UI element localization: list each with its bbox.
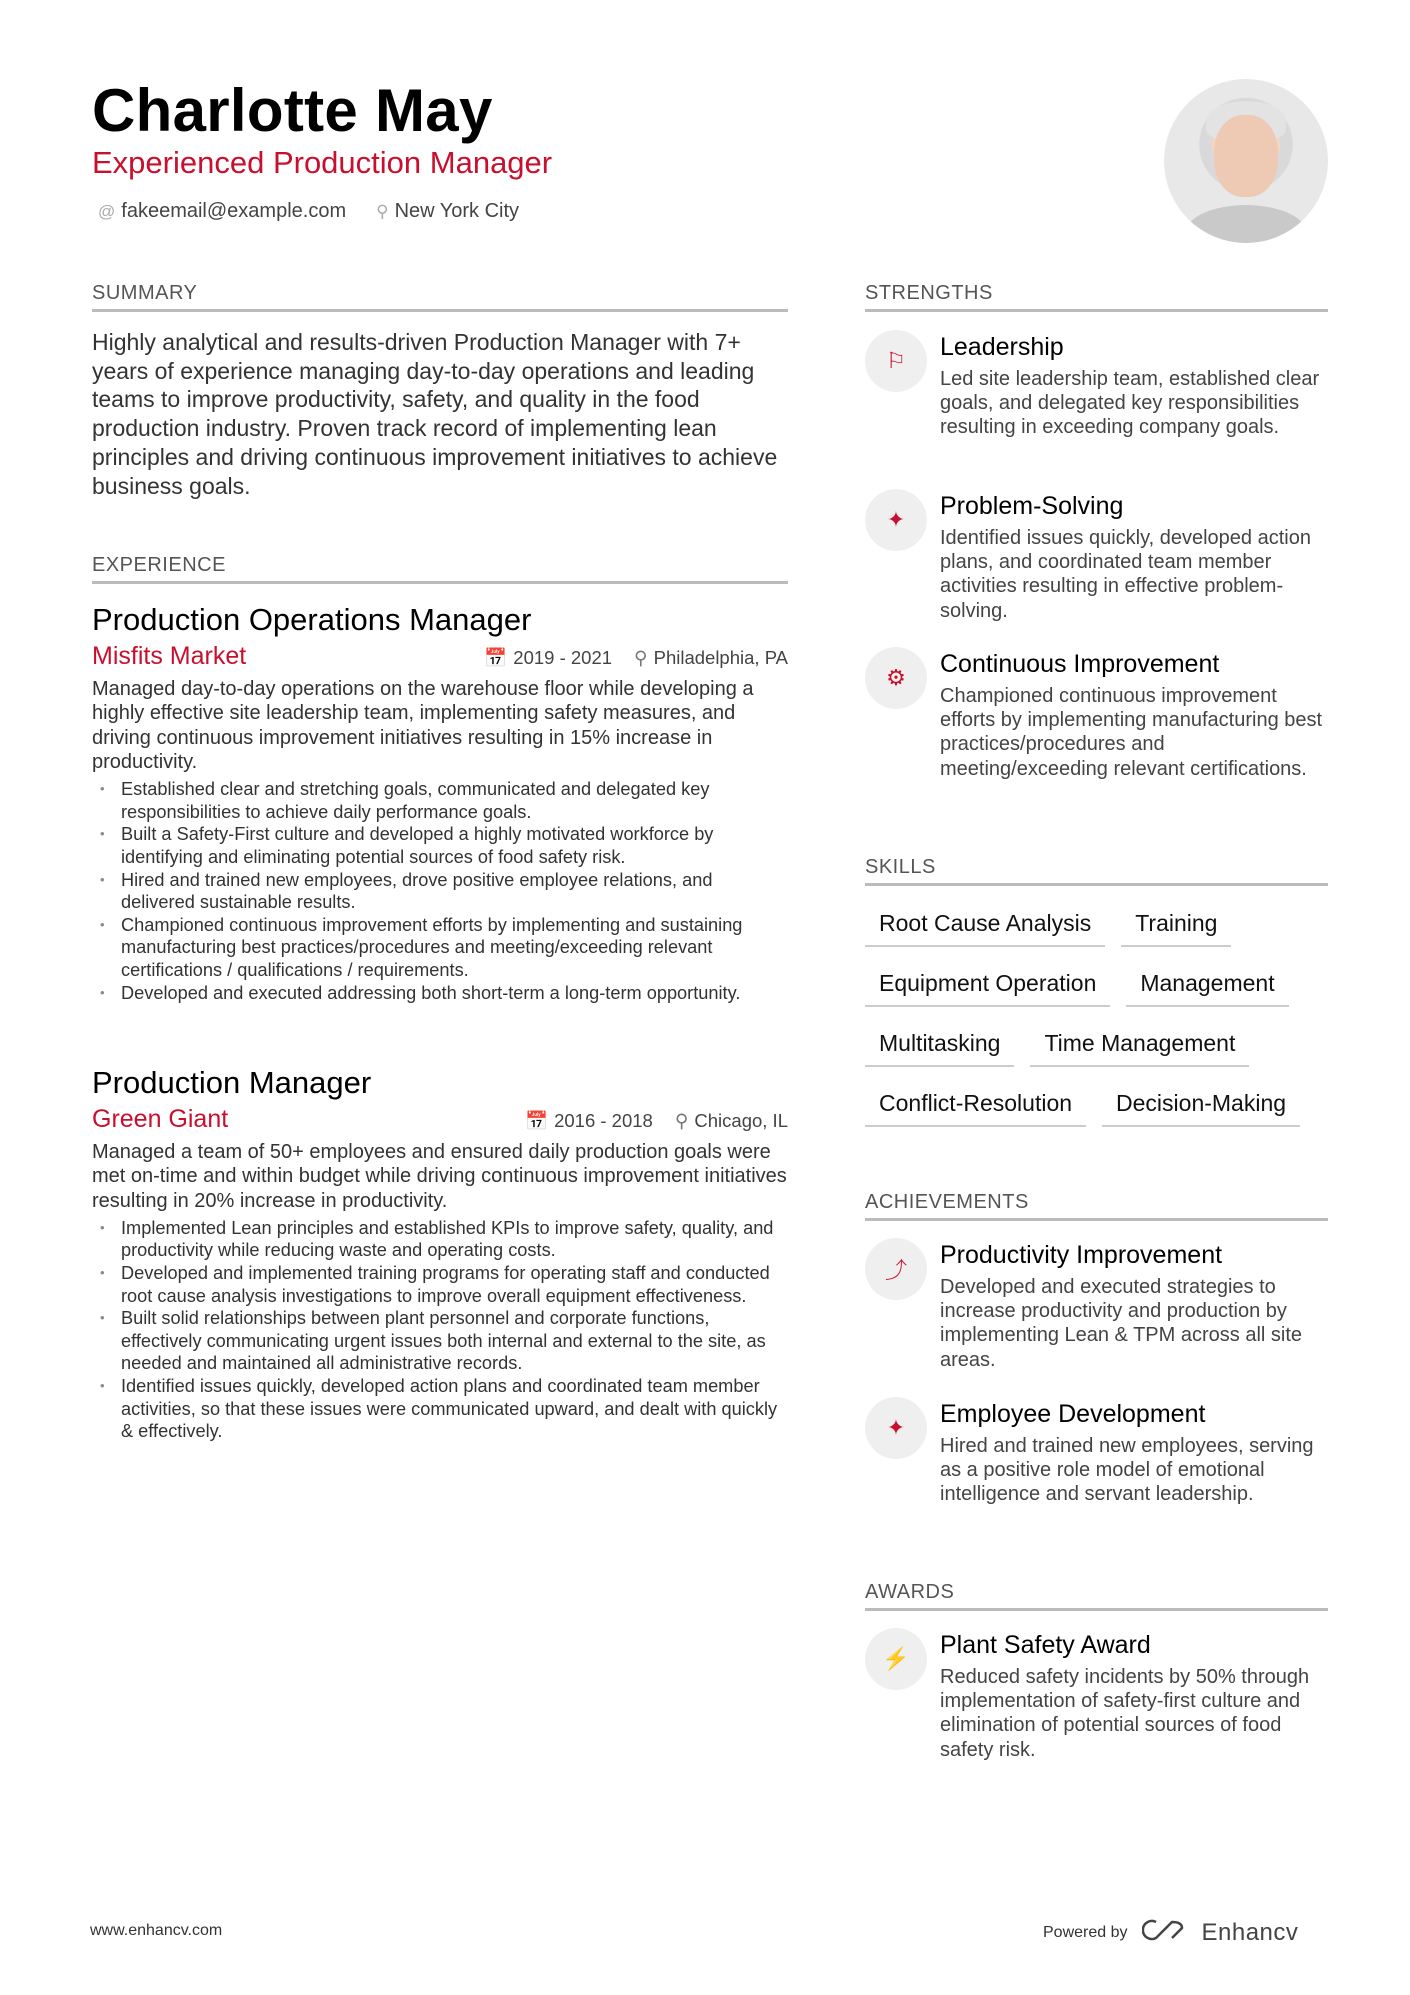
achievements-section [865,1191,1328,1221]
profile-photo [1164,79,1328,243]
strength-item [865,333,1328,440]
summary-section [92,282,788,500]
job-location: Chicago, IL [694,1110,788,1131]
skills-section [865,856,1328,1127]
skill-tag: Root Cause Analysis [865,910,1105,947]
skill-tag: Multitasking [865,1030,1014,1067]
job-bullets [92,778,788,1004]
bullet: • Developed and implemented training programs for operating staff and conducted root cause analysis investigations to improve overall equipment effectiveness. [92,1262,788,1307]
powered-by [1043,1918,1298,1947]
experience-heading: EXPERIENCE [92,554,788,584]
bullet: • Established clear and stretching goals, communicated and delegated key responsibilities to achieve daily performance goals. [92,778,788,823]
achievements-heading: ACHIEVEMENTS [865,1191,1328,1221]
award-item [865,1631,1328,1762]
bullet: • Developed and executed addressing both short-term a long-term opportunity. [92,982,788,1005]
powered-by-label: Powered by [1043,1923,1128,1941]
award-title: Plant Safety Award [940,1631,1151,1659]
bullet: • Implemented Lean principles and established KPIs to improve safety, quality, and productivity while reducing waste and operating costs. [92,1217,788,1262]
magic-wand-icon: ✦ [865,489,927,551]
awards-section [865,1581,1328,1611]
job-entry [92,602,788,1004]
location-pin-icon: ⚲ [634,647,648,668]
magic-wand-icon: ✦ [865,1397,927,1459]
bullet: • Built solid relationships between plant personnel and corporate functions, effectively communicating urgent issues both internal and external to the site, as needed and maintained all administrative records. [92,1307,788,1375]
contact-info [98,200,519,223]
candidate-title: Experienced Production Manager [92,145,553,180]
location-pin-icon: ⚲ [674,1110,689,1131]
company-name: Misfits Market [92,642,247,670]
calendar-icon: 📅 [525,1110,549,1131]
achievement-title: Productivity Improvement [940,1241,1223,1269]
calendar-icon: 📅 [484,647,508,668]
achievement-text: Hired and trained new employees, serving as a positive role model of emotional intelligence and servant leadership. [940,1435,1314,1506]
flag-icon: ⚐ [865,330,927,392]
skill-tag: Time Management [1030,1030,1249,1067]
job-dates: 2016 - 2018 [554,1110,653,1131]
skills-heading: SKILLS [865,856,1328,886]
skill-tag: Management [1126,970,1288,1007]
footer-website[interactable]: www.enhancv.com [90,1922,223,1939]
location: New York City [394,200,520,222]
company-name: Green Giant [92,1105,229,1133]
strength-item [865,492,1328,623]
strength-title: Problem-Solving [940,492,1124,520]
email[interactable]: fakeemail@example.com [121,200,347,222]
job-description: Managed a team of 50+ employees and ensured daily production goals were met on-time and within budget while driving continuous improvement initiatives resulting in 20% increase in productivity. [92,1141,787,1212]
achievement-item [865,1241,1328,1372]
enhancv-logo-icon [1142,1918,1188,1947]
strength-item [865,650,1328,781]
bullet: • Built a Safety-First culture and developed a highly motivated workforce by identifying and eliminating potential sources of food safety risk. [92,823,788,868]
job-location: Philadelphia, PA [653,647,788,668]
strength-text: Championed continuous improvement efforts by implementing manufacturing best practices/procedures and meeting/exceeding relevant certifications. [940,685,1323,780]
summary-heading: SUMMARY [92,282,788,312]
awards-heading: AWARDS [865,1581,1328,1611]
skill-tag: Decision-Making [1102,1090,1300,1127]
job-dates: 2019 - 2021 [513,647,613,668]
strength-title: Continuous Improvement [940,650,1220,678]
head-gear-icon: ⚙ [865,647,927,709]
strength-text: Led site leadership team, established clear goals, and delegated key responsibilities resulting in exceeding company goals. [940,368,1320,439]
job-title: Production Operations Manager [92,602,532,637]
strength-title: Leadership [940,333,1064,361]
bullet: • Identified issues quickly, developed action plans and coordinated team member activities, so that these issues were communicated upward, and dealt with quickly & effectively. [92,1375,788,1443]
job-title: Production Manager [92,1065,372,1100]
achievement-text: Developed and executed strategies to increase productivity and production by implementing Lean & TPM across all site areas. [940,1276,1303,1371]
bullet: • Hired and trained new employees, drove positive employee relations, and delivered sustainable results. [92,869,788,914]
skill-tag: Conflict-Resolution [865,1090,1086,1127]
achievement-title: Employee Development [940,1400,1206,1428]
job-description: Managed day-to-day operations on the warehouse floor while developing a highly effective site leadership team, implementing safety measures, and driving continuous improvement initiatives resulting in 15% increase in productivity. [92,678,754,773]
at-icon: @ [98,201,116,221]
achievement-item [865,1400,1328,1507]
summary-text: Highly analytical and results-driven Production Manager with 7+ years of experience managing day-to-day operations and leading teams to improve productivity, safety, and quality in the food production industry. Proven track record of implementing lean principles and driving continuous improvement initiatives to achieve business goals. [92,329,778,499]
strength-text: Identified issues quickly, developed action plans, and coordinated team member activities resulting in effective problem-solving. [940,527,1311,622]
strategy-icon: ⤴ [865,1238,927,1300]
location-pin-icon: ⚲ [376,201,389,221]
experience-section [92,554,788,1004]
bullet: • Championed continuous improvement efforts by implementing and sustaining manufacturing best practices/procedures and meeting/exceeding relevant certifications / qualifications / requirements. [92,914,788,982]
strengths-heading: STRENGTHS [865,282,1328,312]
award-text: Reduced safety incidents by 50% through implementation of safety-first culture and elimination of potential sources of food safety risk. [940,1666,1310,1761]
strengths-section [865,282,1328,312]
skill-tag: Training [1121,910,1231,947]
lightning-icon: ⚡ [865,1628,927,1690]
brand-name[interactable]: Enhancv [1201,1918,1299,1946]
skill-tag: Equipment Operation [865,970,1110,1007]
job-entry [92,1047,788,1443]
job-bullets [92,1217,788,1443]
candidate-name: Charlotte May [92,77,493,144]
